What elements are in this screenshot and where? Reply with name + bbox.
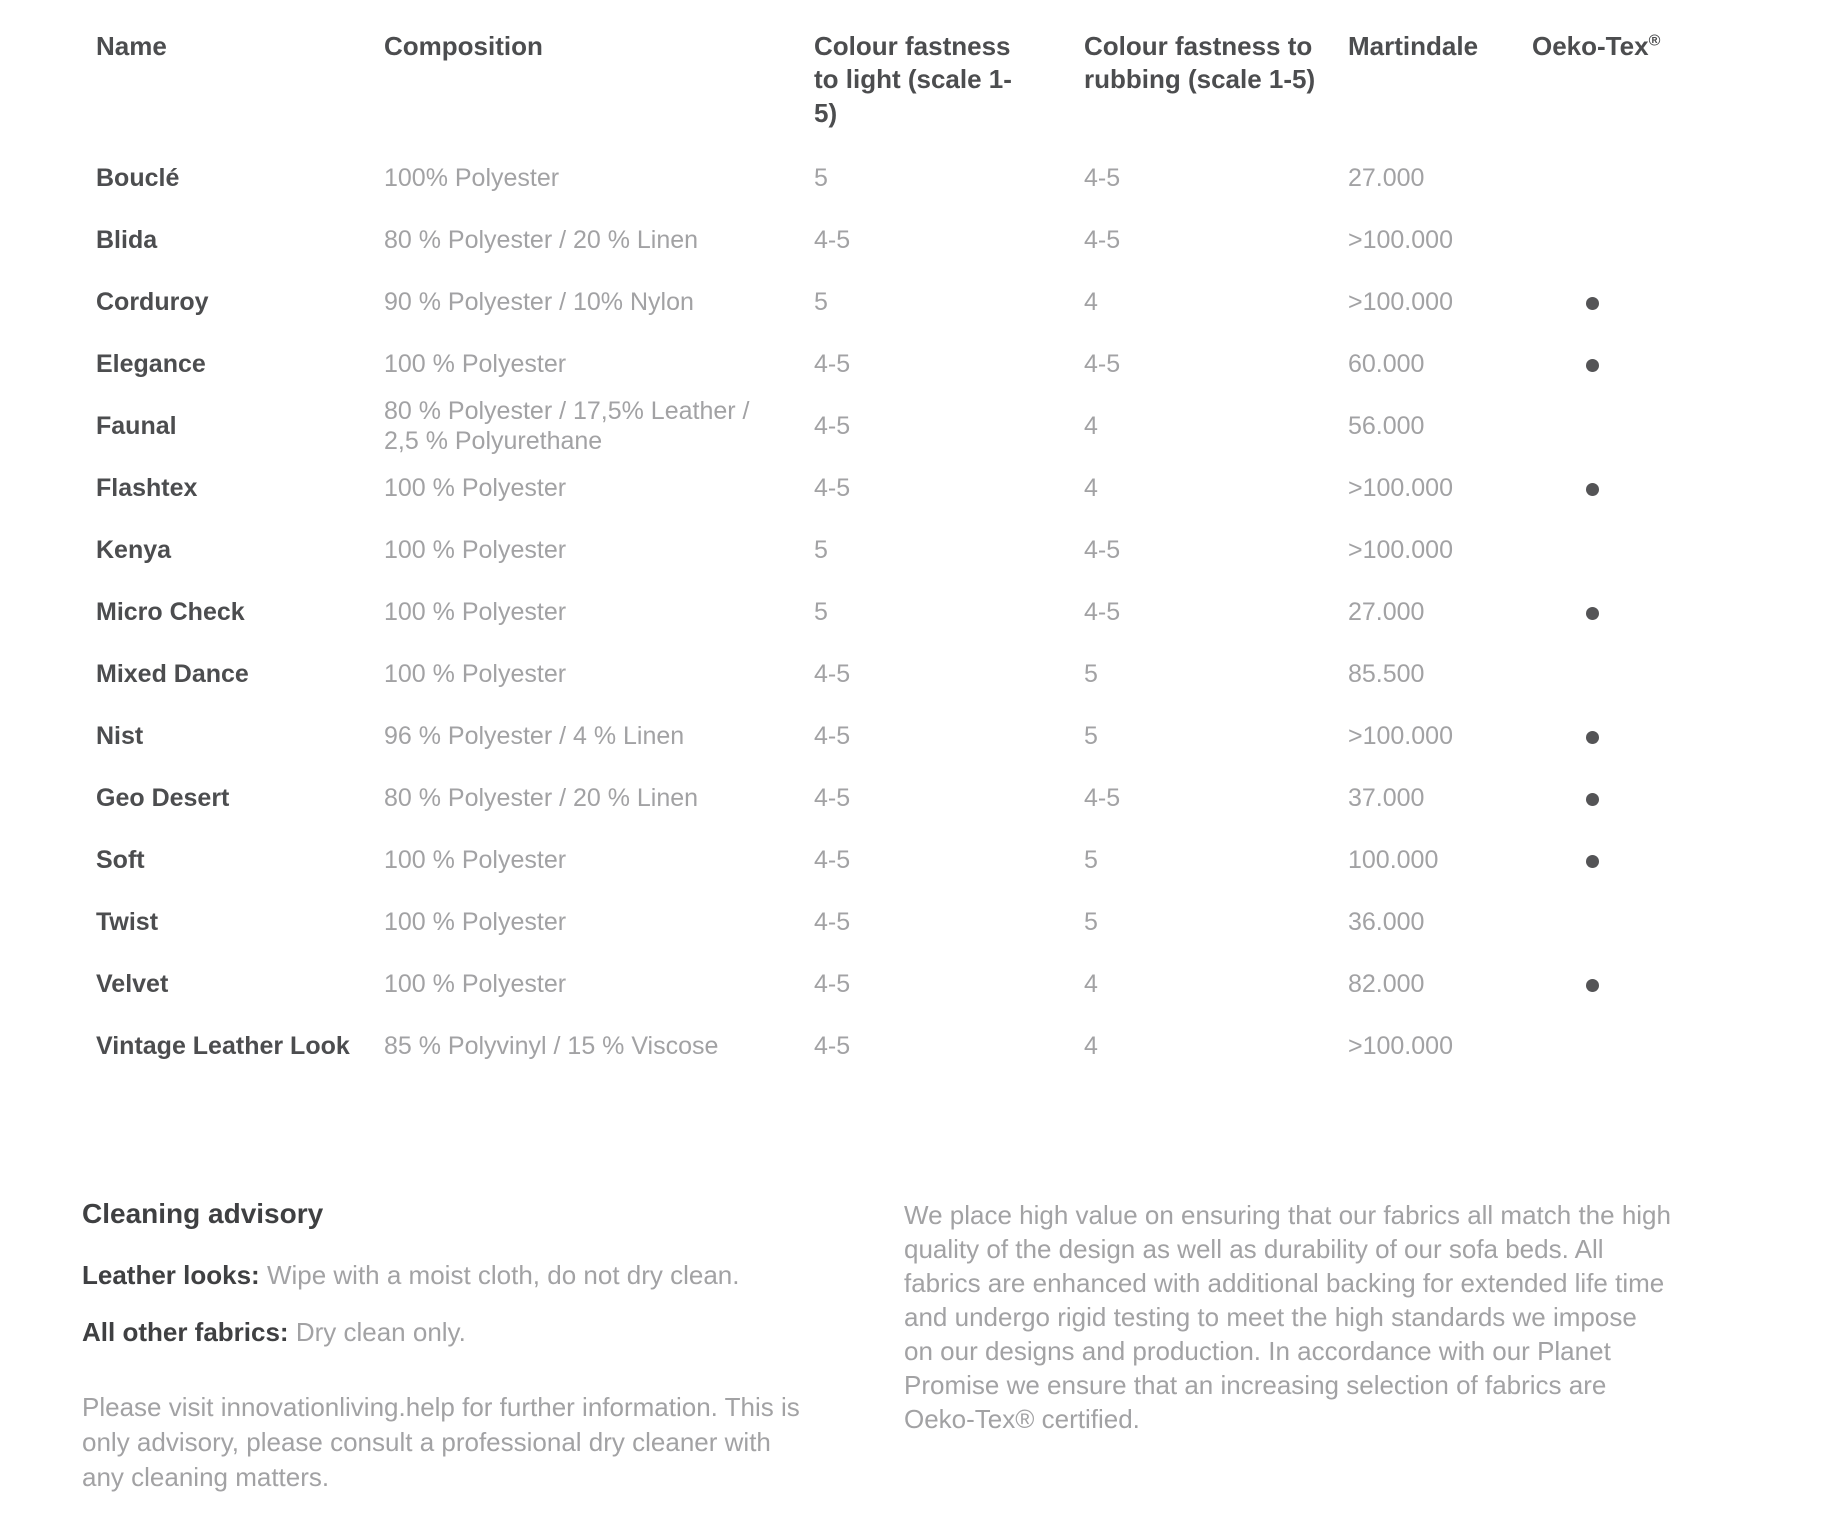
oeko-tex-cell — [1532, 598, 1682, 628]
oeko-tex-cell — [1532, 660, 1682, 690]
oeko-tex-certified-dot — [1586, 793, 1599, 806]
fabric-name: Nist — [96, 722, 144, 751]
martindale-value: >100.000 — [1348, 1032, 1453, 1061]
colour-fastness-light-value: 4-5 — [814, 722, 851, 751]
colour-fastness-light-value: 4-5 — [814, 660, 851, 689]
table-row — [96, 954, 1840, 1016]
fabric-composition: 85 % Polyvinyl / 15 % Viscose — [384, 1032, 719, 1061]
oeko-tex-cell — [1532, 412, 1682, 442]
leather-advice-label: Leather looks: — [82, 1260, 260, 1290]
quality-statement-block — [904, 1198, 1672, 1495]
oeko-tex-label: Oeko-Tex — [1532, 31, 1649, 61]
colour-fastness-light-value: 4-5 — [814, 970, 851, 999]
oeko-tex-cell — [1532, 288, 1682, 318]
martindale-value: >100.000 — [1348, 474, 1453, 503]
martindale-value: 85.500 — [1348, 660, 1425, 689]
fabric-name: Corduroy — [96, 288, 209, 317]
oeko-tex-certified-dot — [1586, 855, 1599, 868]
leather-advice-line — [82, 1260, 808, 1291]
martindale-value: 37.000 — [1348, 784, 1425, 813]
fabrics-advice-line — [82, 1317, 808, 1348]
oeko-tex-certified-dot — [1586, 731, 1599, 744]
fabric-composition: 80 % Polyester / 17,5% Leather / 2,5 % Polyurethane — [384, 397, 750, 455]
colour-fastness-light-value: 4-5 — [814, 784, 851, 813]
oeko-tex-cell — [1532, 350, 1682, 380]
fabric-composition: 100% Polyester — [384, 164, 560, 193]
table-row — [96, 582, 1840, 644]
colour-fastness-light-value: 5 — [814, 288, 828, 317]
footer-section — [82, 1198, 1672, 1495]
fabric-composition: 100 % Polyester — [384, 908, 567, 937]
martindale-value: 27.000 — [1348, 164, 1425, 193]
table-row — [96, 892, 1840, 954]
fabrics-advice-text: Dry clean only. — [288, 1317, 466, 1347]
oeko-tex-cell — [1532, 474, 1682, 504]
martindale-value: >100.000 — [1348, 536, 1453, 565]
column-header-colour-fastness-rubbing: Colour fastness to rubbing (scale 1-5) — [1084, 31, 1316, 95]
oeko-tex-cell — [1532, 970, 1682, 1000]
table-row — [96, 334, 1840, 396]
fabric-name: Kenya — [96, 536, 172, 565]
cleaning-advisory-title: Cleaning advisory — [82, 1198, 324, 1229]
fabric-composition: 90 % Polyester / 10% Nylon — [384, 288, 694, 317]
oeko-tex-cell — [1532, 164, 1682, 194]
colour-fastness-light-value: 4-5 — [814, 350, 851, 379]
martindale-value: >100.000 — [1348, 722, 1453, 751]
table-row — [96, 830, 1840, 892]
fabric-composition: 100 % Polyester — [384, 970, 567, 999]
martindale-value: 56.000 — [1348, 412, 1425, 441]
quality-statement-paragraph: We place high value on ensuring that our fabrics all match the high quality of the design as well as durability of our sofa beds. All fabrics are enhanced with additional backing for extended life time and undergo rigid testing to meet the high standards we impose on our designs and production. In accordance with our Planet Promise we ensure that an increasing selection of fabrics are Oeko-Tex® certified. — [904, 1200, 1671, 1435]
oeko-tex-cell — [1532, 536, 1682, 566]
table-row — [96, 1016, 1840, 1078]
fabric-composition: 80 % Polyester / 20 % Linen — [384, 784, 699, 813]
table-row — [96, 768, 1840, 830]
colour-fastness-light-value: 4-5 — [814, 908, 851, 937]
fabric-composition: 96 % Polyester / 4 % Linen — [384, 722, 685, 751]
fabric-name: Soft — [96, 846, 145, 875]
colour-fastness-rubbing-value: 4 — [1084, 288, 1098, 317]
colour-fastness-rubbing-value: 5 — [1084, 722, 1098, 751]
table-row — [96, 272, 1840, 334]
fabric-composition: 100 % Polyester — [384, 474, 567, 503]
colour-fastness-rubbing-value: 4-5 — [1084, 164, 1121, 193]
oeko-tex-certified-dot — [1586, 607, 1599, 620]
leather-advice-text: Wipe with a moist cloth, do not dry clean. — [259, 1260, 740, 1290]
fabric-composition: 80 % Polyester / 20 % Linen — [384, 226, 699, 255]
colour-fastness-light-value: 4-5 — [814, 474, 851, 503]
fabric-name: Geo Desert — [96, 784, 230, 813]
column-header-colour-fastness-light: Colour fastness to light (scale 1-5) — [814, 31, 1012, 128]
column-header-martindale: Martindale — [1348, 31, 1479, 61]
martindale-value: 27.000 — [1348, 598, 1425, 627]
colour-fastness-rubbing-value: 4-5 — [1084, 226, 1121, 255]
table-header-row — [96, 30, 1840, 130]
martindale-value: >100.000 — [1348, 226, 1453, 255]
oeko-tex-cell — [1532, 908, 1682, 938]
oeko-tex-certified-dot — [1586, 483, 1599, 496]
colour-fastness-light-value: 4-5 — [814, 412, 851, 441]
fabric-name: Vintage Leather Look — [96, 1032, 350, 1061]
oeko-tex-cell — [1532, 1032, 1682, 1062]
table-row — [96, 210, 1840, 272]
colour-fastness-rubbing-value: 5 — [1084, 660, 1098, 689]
fabric-name: Micro Check — [96, 598, 245, 627]
colour-fastness-rubbing-value: 4-5 — [1084, 350, 1121, 379]
fabric-composition: 100 % Polyester — [384, 536, 567, 565]
colour-fastness-rubbing-value: 5 — [1084, 846, 1098, 875]
fabric-name: Bouclé — [96, 164, 180, 193]
column-header-name: Name — [96, 31, 167, 61]
colour-fastness-light-value: 5 — [814, 536, 828, 565]
fabric-name: Elegance — [96, 350, 206, 379]
table-row — [96, 148, 1840, 210]
table-row — [96, 706, 1840, 768]
fabric-composition: 100 % Polyester — [384, 350, 567, 379]
martindale-value: 60.000 — [1348, 350, 1425, 379]
oeko-tex-cell — [1532, 784, 1682, 814]
colour-fastness-light-value: 4-5 — [814, 846, 851, 875]
table-body — [96, 148, 1840, 1078]
table-row — [96, 458, 1840, 520]
colour-fastness-rubbing-value: 4-5 — [1084, 536, 1121, 565]
advisory-note: Please visit innovationliving.help for further information. This is only advisory, please consult a professional dry cleaner with any cleaning matters. — [82, 1392, 800, 1493]
registered-trademark-symbol: ® — [1648, 32, 1661, 50]
fabric-name: Velvet — [96, 970, 169, 999]
fabrics-advice-label: All other fabrics: — [82, 1317, 289, 1347]
colour-fastness-rubbing-value: 4-5 — [1084, 598, 1121, 627]
table-row — [96, 520, 1840, 582]
colour-fastness-rubbing-value: 4 — [1084, 970, 1098, 999]
oeko-tex-certified-dot — [1586, 979, 1599, 992]
column-header-composition: Composition — [384, 31, 543, 61]
martindale-value: 82.000 — [1348, 970, 1425, 999]
martindale-value: 100.000 — [1348, 846, 1439, 875]
oeko-tex-certified-dot — [1586, 297, 1599, 310]
oeko-tex-cell — [1532, 226, 1682, 256]
colour-fastness-light-value: 5 — [814, 164, 828, 193]
fabric-name: Twist — [96, 908, 159, 937]
colour-fastness-rubbing-value: 4 — [1084, 412, 1098, 441]
fabric-composition: 100 % Polyester — [384, 660, 567, 689]
oeko-tex-cell — [1532, 722, 1682, 752]
fabric-name: Flashtex — [96, 474, 198, 503]
colour-fastness-rubbing-value: 4-5 — [1084, 784, 1121, 813]
fabric-name: Mixed Dance — [96, 660, 249, 689]
colour-fastness-light-value: 4-5 — [814, 1032, 851, 1061]
colour-fastness-light-value: 5 — [814, 598, 828, 627]
fabric-name: Faunal — [96, 412, 177, 441]
table-row — [96, 644, 1840, 706]
martindale-value: >100.000 — [1348, 288, 1453, 317]
martindale-value: 36.000 — [1348, 908, 1425, 937]
oeko-tex-certified-dot — [1586, 359, 1599, 372]
fabric-composition: 100 % Polyester — [384, 598, 567, 627]
colour-fastness-rubbing-value: 5 — [1084, 908, 1098, 937]
oeko-tex-cell — [1532, 846, 1682, 876]
column-header-oeko-tex — [1532, 30, 1682, 63]
cleaning-advisory-block — [82, 1198, 808, 1495]
colour-fastness-rubbing-value: 4 — [1084, 474, 1098, 503]
colour-fastness-light-value: 4-5 — [814, 226, 851, 255]
table-row — [96, 396, 1840, 458]
fabric-composition: 100 % Polyester — [384, 846, 567, 875]
colour-fastness-rubbing-value: 4 — [1084, 1032, 1098, 1061]
fabric-name: Blida — [96, 226, 158, 255]
